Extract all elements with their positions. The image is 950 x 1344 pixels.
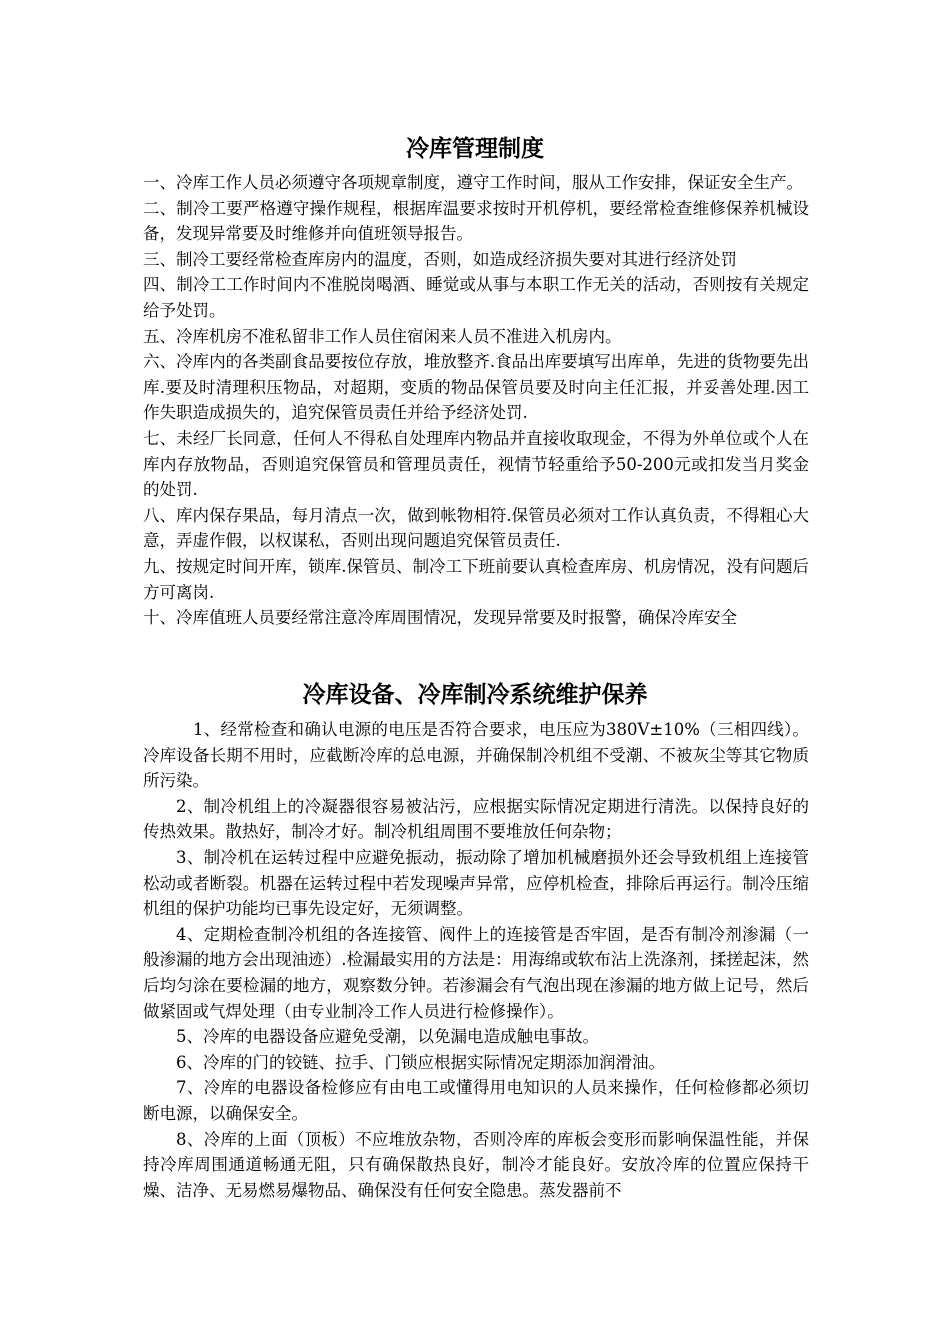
maintenance-paragraph: 1、经常检查和确认电源的电压是否符合要求，电压应为380V±10%（三相四线）。冷库设备长期不用时，应截断冷库的总电源，并确保制冷机组不受潮、不被灰尘等其它物质所污染。 <box>143 720 809 791</box>
rule-paragraph: 八、库内保存果品，每月清点一次，做到帐物相符.保管员必须对工作认真负责，不得粗心大意，弄虚作假，以权谋私，否则出现问题追究保管员责任. <box>143 505 809 551</box>
maintenance-paragraph: 2、制冷机组上的冷凝器很容易被沾污，应根据实际情况定期进行清洗。以保持良好的传热效果。散热好，制冷才好。制冷机组周围不要堆放任何杂物； <box>143 796 809 842</box>
section-title-equipment-maintenance: 冷库设备、冷库制冷系统维护保养 <box>302 681 648 708</box>
rule-paragraph: 一、冷库工作人员必须遵守各项规章制度，遵守工作时间，服从工作安排，保证安全生产。 <box>143 173 803 192</box>
maintenance-paragraph: 7、冷库的电器设备检修应有由电工或懂得用电知识的人员来操作，任何检修都必须切断电源，以确保安全。 <box>143 1078 809 1123</box>
rule-paragraph: 七、未经厂长同意，任何人不得私自处理库内物品并直接收取现金，不得为外单位或个人在库内存放物品，否则追究保管员和管理员责任，视情节轻重给予50-200元或扣发当月奖金的处罚. <box>143 428 809 500</box>
maintenance-paragraph: 6、冷库的门的铰链、拉手、门锁应根据实际情况定期添加润滑油。 <box>176 1052 665 1072</box>
rule-paragraph: 十、冷库值班人员要经常注意冷库周围情况，发现异常要及时报警，确保冷库安全 <box>143 608 737 628</box>
maintenance-paragraph: 4、定期检查制冷机组的各连接管、阀件上的连接管是否牢固，是否有制冷剂渗漏（一般渗漏的地方会出现油迹）.检漏最实用的方法是：用海绵或软布沾上洗涤剂，揉搓起沫，然后均匀涂在要检漏的地方，观察数分钟。若渗漏会有气泡出现在渗漏的地方做上记号，然后做紧固或气焊处理（由专业制冷工作人员进行检修操作）。 <box>143 924 809 1021</box>
maintenance-paragraph: 3、制冷机在运转过程中应避免振动，振动除了增加机械磨损外还会导致机组上连接管松动或者断裂。机器在运转过程中若发现噪声异常，应停机检查，排除后再运行。制冷压缩机组的保护功能均已事先设定好，无须调整。 <box>143 847 809 919</box>
maintenance-paragraph: 5、冷库的电器设备应避免受潮，以免漏电造成触电事故。 <box>176 1027 599 1047</box>
rule-paragraph: 四、制冷工工作时间内不准脱岗喝酒、睡觉或从事与本职工作无关的活动，否则按有关规定给予处罚。 <box>143 275 809 320</box>
rule-paragraph: 三、制冷工要经常检查库房内的温度，否则，如造成经济损失要对其进行经济处罚 <box>143 249 737 269</box>
section-title-cold-storage-management: 冷库管理制度 <box>406 135 544 162</box>
rule-paragraph: 九、按规定时间开库，锁库.保管员、制冷工下班前要认真检查库房、机房情况，没有问题后方可离岗. <box>143 556 809 602</box>
rule-paragraph: 二、制冷工要严格遵守操作规程，根据库温要求按时开机停机，要经常检查维修保养机械设备，发现异常要及时维修并向值班领导报告。 <box>143 198 809 244</box>
rule-paragraph: 五、冷库机房不准私留非工作人员住宿闲来人员不准进入机房内。 <box>143 326 622 346</box>
maintenance-paragraph: 8、冷库的上面（顶板）不应堆放杂物，否则冷库的库板会变形而影响保温性能，并保持冷库周围通道畅通无阻，只有确保散热良好，制冷才能良好。安放冷库的位置应保持干燥、洁净、无易燃易爆物品、确保没有任何安全隐患。蒸发器前不 <box>143 1129 809 1200</box>
equipment-maintenance-items <box>143 717 809 1203</box>
cold-storage-management-rules <box>143 170 809 631</box>
rule-paragraph: 六、冷库内的各类副食品要按位存放，堆放整齐.食品出库要填写出库单，先进的货物要先出库.要及时清理积压物品，对超期，变质的物品保管员要及时向主任汇报，并妥善处理.因工作失职造成损失的，追究保管员责任并给予经济处罚. <box>143 352 809 423</box>
